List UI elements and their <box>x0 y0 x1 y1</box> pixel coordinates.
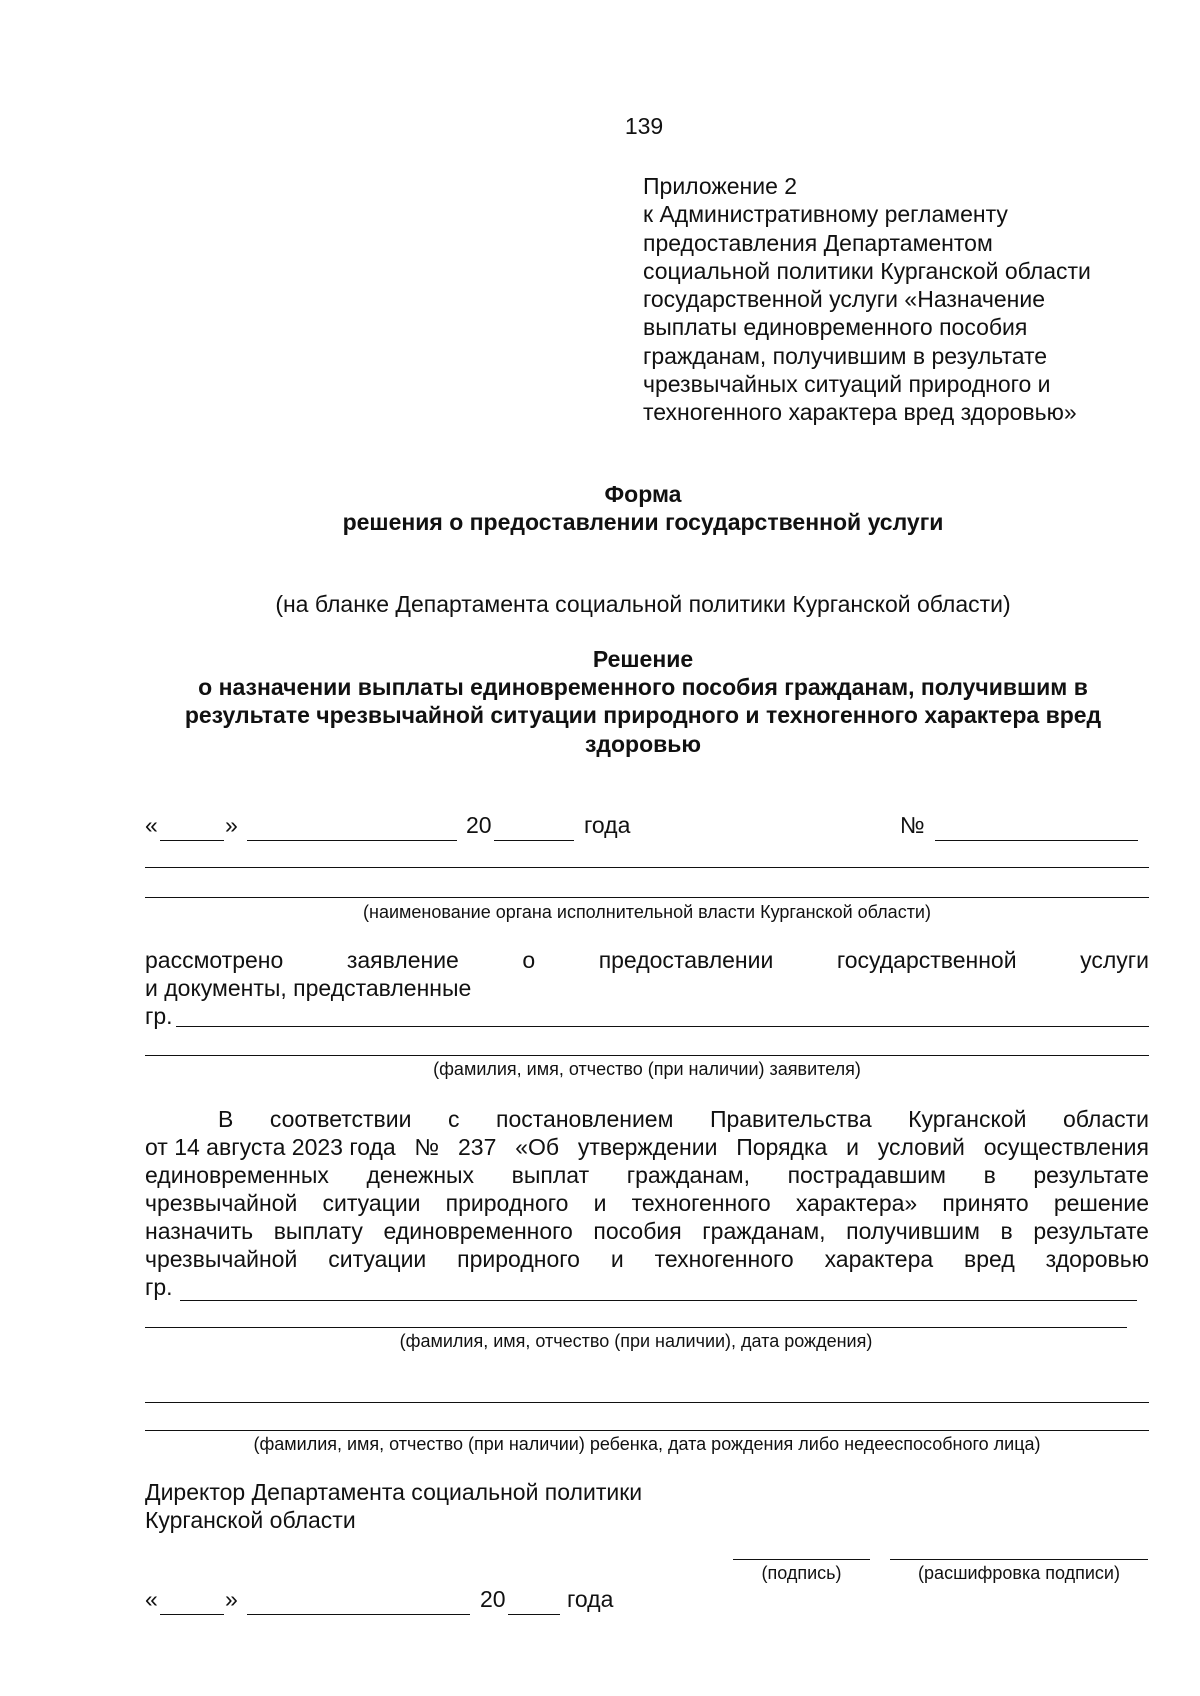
director-title <box>145 1478 642 1534</box>
appendix-line: социальной политики Курганской области <box>643 257 1091 284</box>
word: о <box>522 947 536 973</box>
word: денежных <box>366 1162 475 1188</box>
signature-line[interactable] <box>733 1559 870 1560</box>
word: гражданам, <box>626 1162 750 1188</box>
appendix-line: предоставления Департаментом <box>643 229 993 256</box>
birth-caption: (фамилия, имя, отчество (при наличии), дата рождения) <box>399 1331 873 1351</box>
page-number: 139 <box>624 113 664 139</box>
form-title-line: решения о предоставлении государственной услуги <box>342 509 944 535</box>
word: области <box>1062 1106 1149 1132</box>
word: результате <box>1033 1162 1149 1188</box>
year-blank[interactable] <box>494 840 574 841</box>
director-line: Курганской области <box>145 1507 356 1533</box>
word: природного <box>445 1190 569 1216</box>
word: техногенного <box>654 1246 794 1272</box>
bottom-year-prefix: 20 <box>480 1586 506 1612</box>
word: утверждении <box>577 1134 718 1160</box>
year-prefix: 20 <box>466 812 492 838</box>
word: № <box>414 1134 440 1160</box>
word: и <box>593 1190 607 1216</box>
recipient-prefix: гр. <box>145 1274 173 1300</box>
considered-line <box>145 947 1149 974</box>
appendix-line: техногенного характера вред здоровью» <box>643 399 1077 426</box>
paragraph-line <box>145 1105 1149 1133</box>
appendix-block <box>643 172 1163 427</box>
appendix-line: Приложение 2 <box>643 173 798 199</box>
word: Курганской <box>908 1106 1027 1132</box>
director-line: Директор Департамента социальной политики <box>145 1479 643 1505</box>
word: Правительства <box>709 1106 872 1132</box>
word: 237 <box>458 1134 497 1160</box>
word: и <box>610 1246 624 1272</box>
date-close-quote: » <box>225 812 238 838</box>
appendix-line: гражданам, получившим в результате <box>643 342 1048 369</box>
word: единовременного <box>383 1218 573 1244</box>
decision-title <box>140 645 1146 758</box>
number-sign: № <box>900 812 925 838</box>
word: государственной <box>836 947 1017 973</box>
appendix-line: государственной услуги «Назначение <box>643 286 1046 313</box>
word: гражданам, <box>702 1218 826 1244</box>
word: постановлением <box>496 1106 674 1132</box>
decision-title-line: Решение <box>592 646 694 672</box>
appendix-line: чрезвычайных ситуаций природного и <box>643 371 1051 398</box>
applicant-caption: (фамилия, имя, отчество (при наличии) заявителя) <box>433 1059 861 1079</box>
word: чрезвычайной <box>145 1246 298 1272</box>
paragraph-line-last <box>145 1273 1149 1301</box>
paragraph-line <box>145 1161 1149 1189</box>
word: получившим <box>846 1218 980 1244</box>
word: результате <box>1033 1218 1149 1244</box>
decision-title-line: результате чрезвычайной ситуации природного и техногенного характера вред <box>184 702 1102 729</box>
decision-paragraph <box>145 1105 1149 1301</box>
word: характера <box>824 1246 934 1272</box>
authority-caption: (наименование органа исполнительной власти Курганской области) <box>363 902 931 922</box>
word: единовременных <box>145 1162 329 1188</box>
considered-line-2: и документы, представленные <box>145 975 472 1001</box>
decision-title-line: о назначении выплаты единовременного пособия гражданам, получившим в <box>198 674 1088 701</box>
decoding-line[interactable] <box>890 1559 1148 1560</box>
bottom-year-suffix: года <box>567 1586 614 1612</box>
word: вред <box>964 1246 1015 1272</box>
word: пособия <box>593 1218 682 1244</box>
paragraph-line <box>145 1217 1149 1245</box>
paragraph-line <box>145 1133 1149 1161</box>
word: природного <box>457 1246 580 1272</box>
applicant-prefix: гр. <box>145 1003 173 1029</box>
child-caption: (фамилия, имя, отчество (при наличии) ребенка, дата рождения либо недееспособного лица) <box>253 1434 1041 1454</box>
year-suffix: года <box>584 812 631 838</box>
word: выплату <box>273 1218 363 1244</box>
authority-line[interactable] <box>145 897 1149 898</box>
word: решение <box>1053 1190 1149 1216</box>
word: осуществления <box>983 1134 1149 1160</box>
bottom-open-quote: « <box>145 1586 158 1612</box>
applicant-name-line[interactable] <box>176 1026 1149 1027</box>
word: здоровью <box>1045 1246 1149 1272</box>
word: пострадавшим <box>787 1162 946 1188</box>
word: от 14 августа 2023 года <box>145 1134 396 1160</box>
applicant-name-line[interactable] <box>145 1055 1149 1056</box>
date-open-quote: « <box>145 812 158 838</box>
word: чрезвычайной <box>145 1190 298 1216</box>
paragraph-line <box>145 1189 1149 1217</box>
word: заявление <box>346 947 459 973</box>
recipient-name-line[interactable] <box>180 1300 1137 1301</box>
bottom-close-quote: » <box>225 1586 238 1612</box>
bottom-month-blank[interactable] <box>247 1614 470 1615</box>
word: Порядка <box>736 1134 828 1160</box>
word: характера» <box>795 1190 918 1216</box>
day-blank[interactable] <box>160 840 224 841</box>
appendix-line: к Административному регламенту <box>643 201 1008 228</box>
paragraph-line <box>145 1245 1149 1273</box>
word: соответствии <box>269 1106 412 1132</box>
word: услуги <box>1080 947 1149 973</box>
decoding-caption: (расшифровка подписи) <box>918 1563 1120 1583</box>
word: В <box>218 1106 234 1132</box>
word: предоставлении <box>598 947 774 973</box>
month-blank[interactable] <box>247 840 457 841</box>
number-blank[interactable] <box>935 840 1138 841</box>
appendix-line: выплаты единовременного пособия <box>643 314 1028 341</box>
word: выплат <box>511 1162 590 1188</box>
word: назначить <box>145 1218 254 1244</box>
child-line[interactable] <box>145 1430 1149 1431</box>
word: ситуации <box>328 1246 427 1272</box>
child-line[interactable] <box>145 1402 1149 1403</box>
signature-caption: (подпись) <box>761 1563 842 1583</box>
authority-line[interactable] <box>145 867 1149 868</box>
recipient-name-line[interactable] <box>145 1327 1127 1328</box>
form-title <box>140 480 1146 536</box>
bottom-year-blank[interactable] <box>508 1614 560 1615</box>
word: с <box>448 1106 460 1132</box>
bottom-day-blank[interactable] <box>160 1614 224 1615</box>
word: рассмотрено <box>145 947 284 973</box>
word: в <box>1000 1218 1013 1244</box>
blank-note: (на бланке Департамента социальной политики Курганской области) <box>275 591 1011 617</box>
word: ситуации <box>322 1190 421 1216</box>
word: и <box>846 1134 859 1160</box>
word: техногенного <box>631 1190 771 1216</box>
word: «Об <box>515 1134 560 1160</box>
word: принято <box>942 1190 1029 1216</box>
word: в <box>983 1162 996 1188</box>
form-title-line: Форма <box>604 481 682 507</box>
word: условий <box>877 1134 965 1160</box>
decision-title-line: здоровью <box>584 730 702 757</box>
